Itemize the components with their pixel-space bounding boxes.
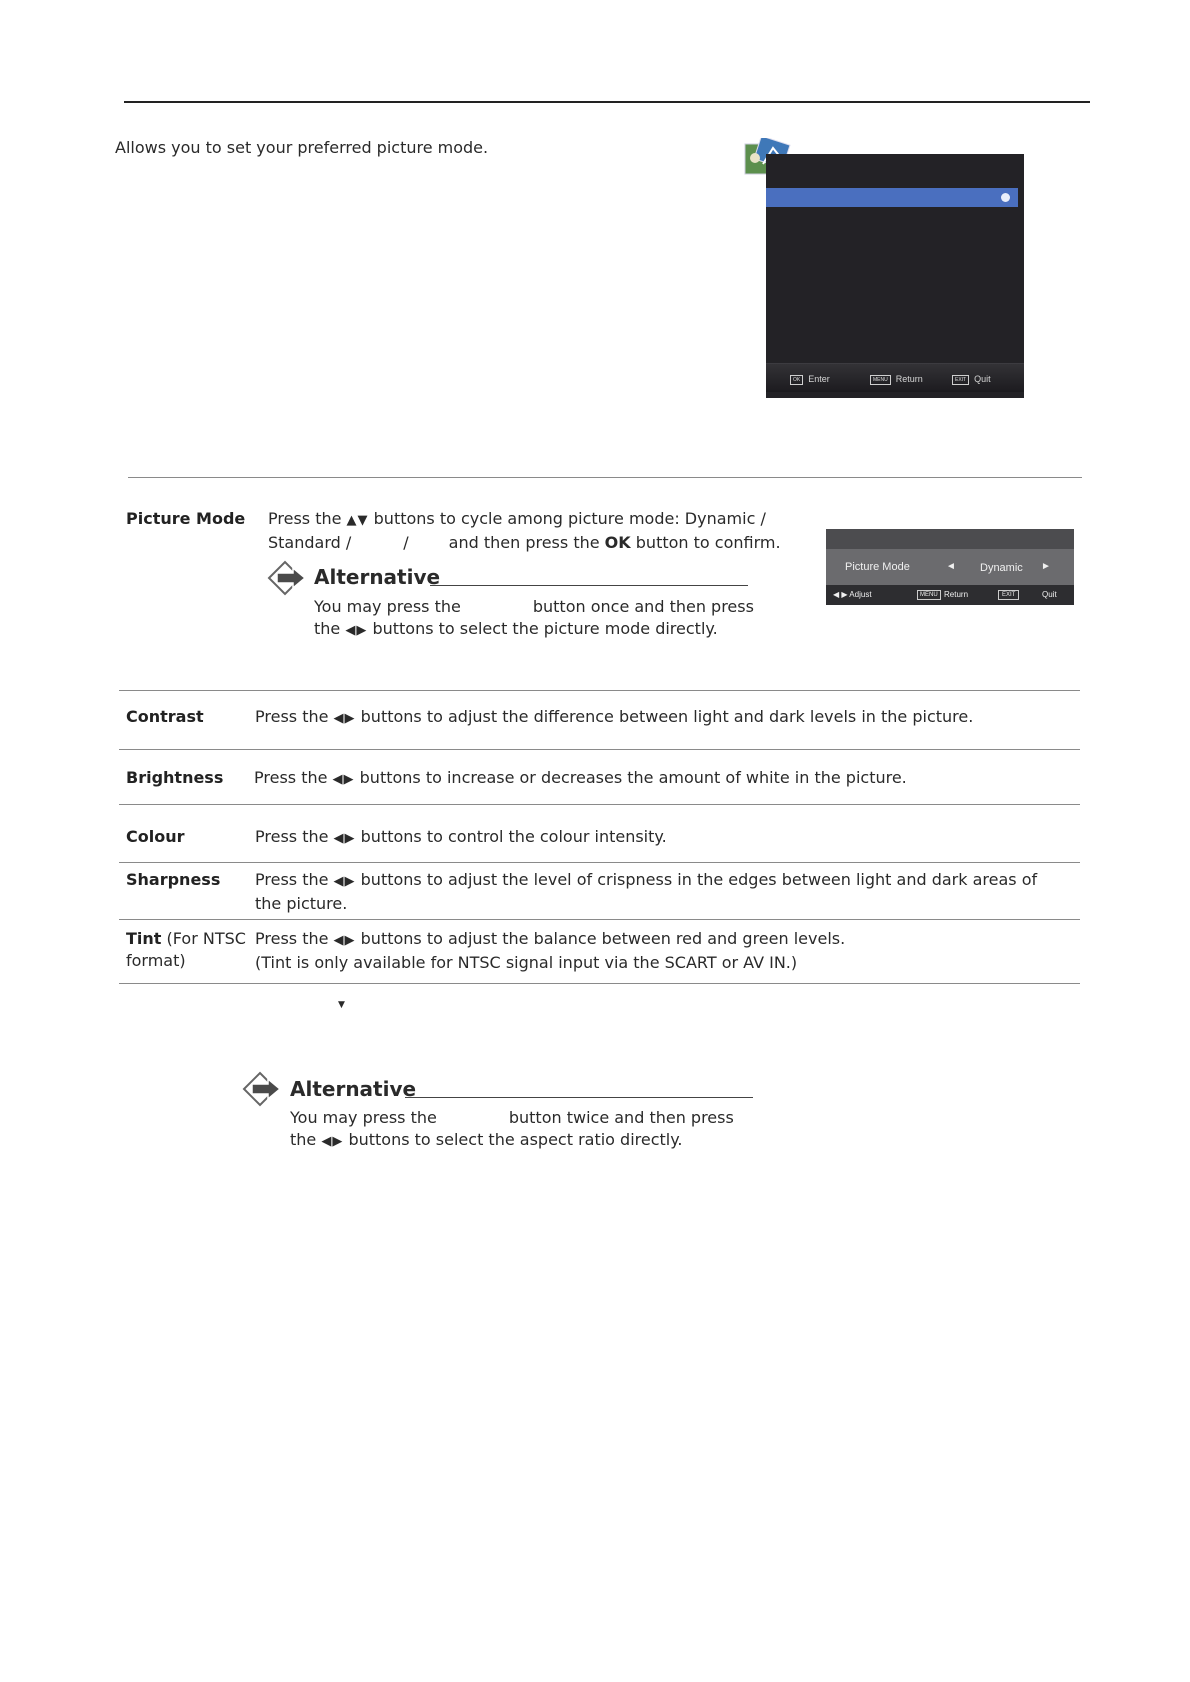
osd-return-hint: Return xyxy=(944,590,969,599)
contrast-desc: Press the ◀▶ buttons to adjust the difference between light and dark levels in the picture. xyxy=(255,707,974,726)
osd-right-arrow-icon[interactable]: ► xyxy=(1041,561,1051,572)
alternative-text: You may press the button once and then press the ◀▶ buttons to select the picture mode directly. xyxy=(314,597,754,638)
alternative-title: Alternative xyxy=(290,1077,417,1101)
down-arrow-icon: ▼ xyxy=(338,1000,345,1010)
left-right-arrows-icon: ◀▶ xyxy=(332,772,355,787)
osd-left-arrow-icon[interactable]: ◄ xyxy=(946,561,956,572)
picture-mode-osd xyxy=(826,529,1074,605)
brightness-desc: Press the ◀▶ buttons to increase or decreases the amount of white in the picture. xyxy=(254,768,907,787)
alternative-icon xyxy=(267,558,309,598)
osd-value: Dynamic xyxy=(980,562,1023,574)
left-right-arrows-icon: ◀▶ xyxy=(333,933,356,948)
osd-label: Picture Mode xyxy=(845,561,910,573)
alternative-icon xyxy=(242,1069,284,1109)
exit-key-icon: EXIT xyxy=(952,375,969,385)
menu-highlight-bar[interactable] xyxy=(766,188,1018,207)
osd-quit-hint: Quit xyxy=(1042,590,1057,599)
left-right-arrows-icon: ◀▶ xyxy=(333,831,356,846)
left-right-arrows-icon: ◀▶ xyxy=(345,623,368,638)
quit-hint: EXIT Quit xyxy=(952,374,991,385)
osd-menu-key-icon: MENU xyxy=(917,590,941,600)
left-right-arrows-icon: ◀▶ xyxy=(333,711,356,726)
section-rule xyxy=(128,477,1082,478)
colour-title: Colour xyxy=(126,827,185,846)
enter-hint: OK Enter xyxy=(790,374,830,385)
table-rule xyxy=(119,919,1080,920)
menu-key-icon: MENU xyxy=(870,375,891,385)
enter-indicator-icon xyxy=(1001,193,1010,202)
table-rule xyxy=(119,804,1080,805)
alternative-rule xyxy=(405,1097,753,1098)
tv-menu-footer xyxy=(766,363,1024,392)
tint-title: Tint (For NTSC format) xyxy=(126,929,246,970)
left-right-arrows-icon: ◀▶ xyxy=(333,874,356,889)
osd-adjust-hint: ◀ ▶ Adjust xyxy=(833,590,872,599)
osd-footer xyxy=(826,585,1074,605)
left-right-arrows-icon: ◀▶ xyxy=(321,1134,344,1149)
brightness-title: Brightness xyxy=(126,768,224,787)
table-rule xyxy=(119,983,1080,984)
return-hint: MENU Return xyxy=(870,374,923,385)
tv-picture-menu xyxy=(766,154,1024,398)
table-rule xyxy=(119,690,1080,691)
picture-mode-desc: Press the ▲▼ buttons to cycle among picture mode: Dynamic / Standard / / and then press the OK button to confirm. xyxy=(268,509,781,552)
aspect-alternative-text: You may press the button twice and then press the ◀▶ buttons to select the aspect ratio directly. xyxy=(290,1108,734,1149)
header-rule xyxy=(124,101,1090,103)
colour-desc: Press the ◀▶ buttons to control the colour intensity. xyxy=(255,827,667,846)
osd-picture-mode-row[interactable] xyxy=(826,549,1074,585)
ok-key-icon: OK xyxy=(790,375,803,385)
alternative-rule xyxy=(430,585,748,586)
table-rule xyxy=(119,862,1080,863)
picture-mode-title: Picture Mode xyxy=(126,509,246,528)
osd-header xyxy=(826,529,1074,549)
alternative-title: Alternative xyxy=(314,565,441,589)
osd-exit-key-icon: EXIT xyxy=(998,590,1019,600)
table-rule xyxy=(119,749,1080,750)
up-down-arrows-icon: ▲▼ xyxy=(346,513,369,528)
sharpness-title: Sharpness xyxy=(126,870,221,889)
intro-text: Allows you to set your preferred picture mode. xyxy=(115,138,489,157)
contrast-title: Contrast xyxy=(126,707,204,726)
sharpness-desc: Press the ◀▶ buttons to adjust the level of crispness in the edges between light and dark areas of the picture. xyxy=(255,870,1038,913)
tint-desc: Press the ◀▶ buttons to adjust the balance between red and green levels. (Tint is only available for NTSC signal input via the SCART or AV IN.) xyxy=(255,929,846,972)
